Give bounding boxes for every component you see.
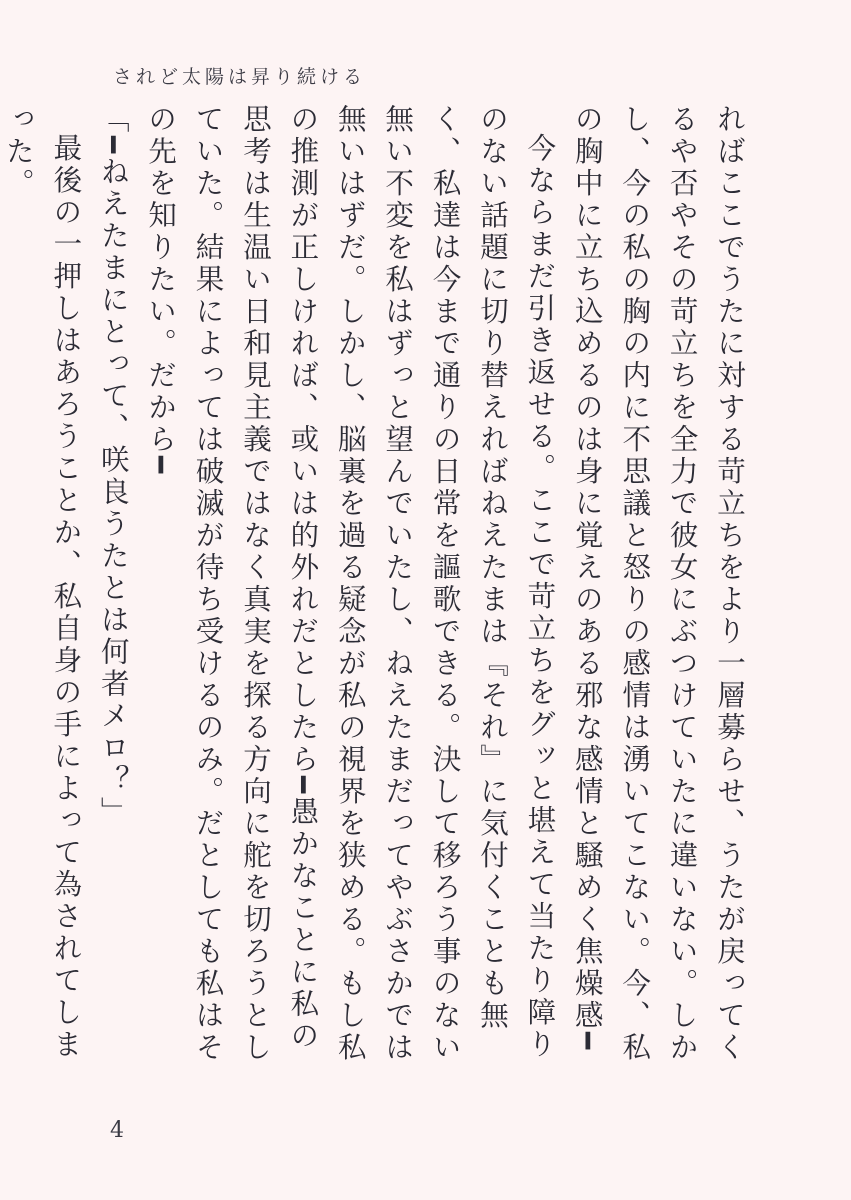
- dialogue-line: 「━ねえたまにとって、咲良うたとは何者メロ？」: [96, 104, 130, 829]
- vertical-body-text: [0, 104, 753, 1079]
- paragraph-continuation: ればここでうたに対する苛立ちをより一層募らせ、うたが戻ってくるや否やその苛立ちを全力で彼女にぶつけていたに違いない。しかし、今の私の胸の内に不思議と怒りの感情は湧いてこない。今、私の胸中に立ち込めるのは身に覚えのある邪な感情と騒めく焦燥感━: [570, 104, 746, 1064]
- paragraph: 最後の一押しはあろうことか、私自身の手によって為されてしまった。: [1, 104, 83, 1061]
- running-title: されど太陽は昇り続ける: [113, 66, 367, 88]
- paragraph: 今ならまだ引き返せる。ここで苛立ちをグッと堪えて当たり障りのない話題に切り替えればねえたまは『それ』に気付くことも無く、私達は今まで通りの日常を謳歌できる。決して移ろう事のない無い不変を私はずっと望んでいたし、ねえたまだってやぶさかでは無いはずだ。しかし、脳裏を過る疑念が私の視界を狭める。もし私の推測が正しければ、或いは的外れだとしたら━愚かなことに私の思考は生温い日和見主義ではなく真実を探る方向に舵を切ろうとしていた。結果によっては破滅が待ち受けるのみ。だとしても私はその先を知りたい。だから━: [144, 104, 557, 1064]
- page-number: 4: [110, 1118, 124, 1143]
